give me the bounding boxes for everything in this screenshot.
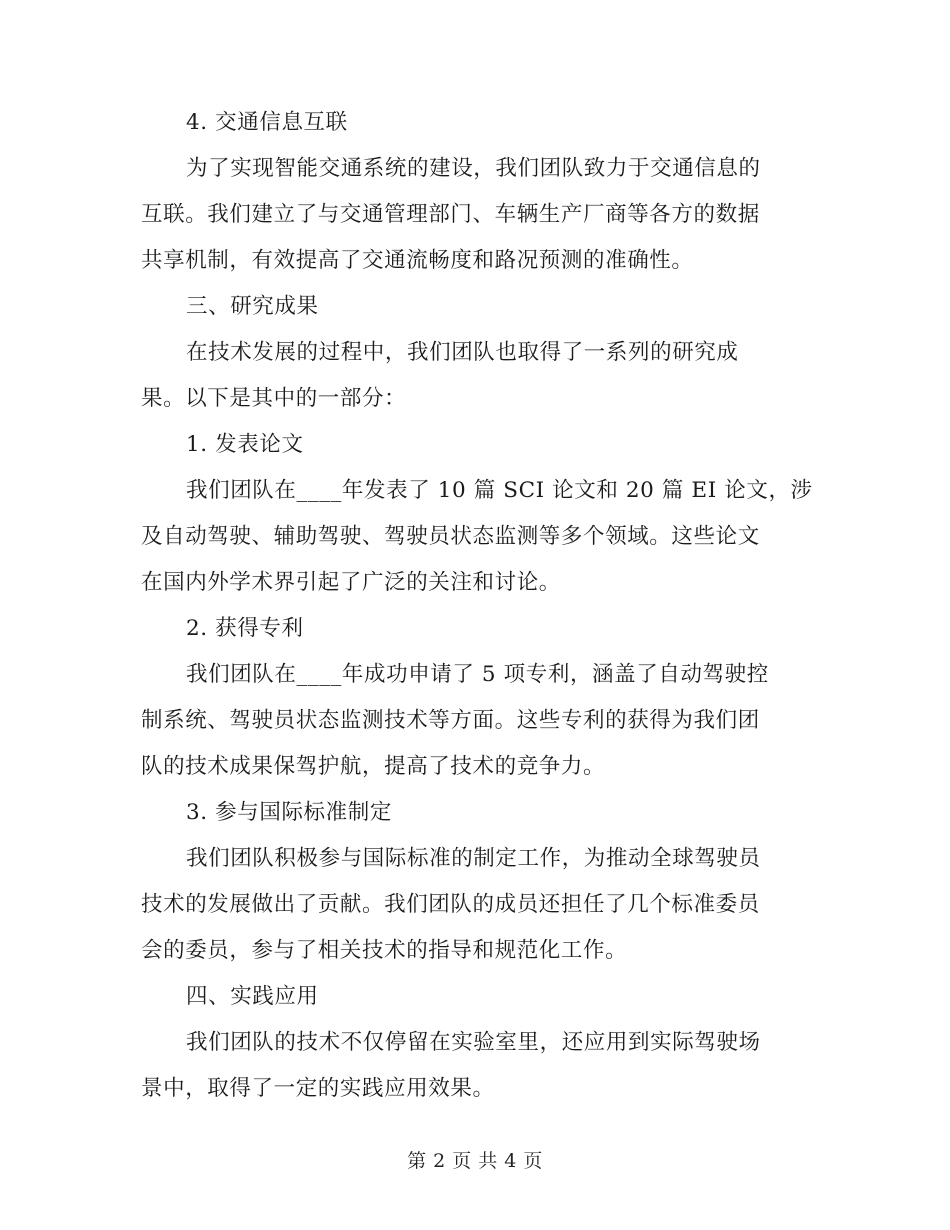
subheading-traffic-info: 4. 交通信息互联 bbox=[186, 110, 348, 135]
paragraph-line: 为了实现智能交通系统的建设，我们团队致力于交通信息的 bbox=[186, 156, 761, 181]
paragraph-line: 在技术发展的过程中，我们团队也取得了一系列的研究成 bbox=[186, 340, 739, 365]
paragraph-line: 我们团队的技术不仅停留在实验室里，还应用到实际驾驶场 bbox=[186, 1030, 761, 1055]
subheading-patents: 2. 获得专利 bbox=[186, 616, 304, 641]
paragraph-line: 我们团队在____年成功申请了 5 项专利，涵盖了自动驾驶控 bbox=[186, 662, 769, 687]
paragraph-line: 景中，取得了一定的实践应用效果。 bbox=[141, 1076, 495, 1101]
subheading-papers: 1. 发表论文 bbox=[186, 432, 304, 457]
paragraph-line: 技术的发展做出了贡献。我们团队的成员还担任了几个标准委员 bbox=[141, 892, 760, 917]
paragraph-line: 在国内外学术界引起了广泛的关注和讨论。 bbox=[141, 570, 561, 595]
paragraph-line: 我们团队积极参与国际标准的制定工作，为推动全球驾驶员 bbox=[186, 846, 761, 871]
subheading-standards: 3. 参与国际标准制定 bbox=[186, 800, 392, 825]
section-heading-practical-application: 四、实践应用 bbox=[186, 984, 319, 1009]
document-body bbox=[141, 100, 811, 1112]
paragraph-line: 互联。我们建立了与交通管理部门、车辆生产厂商等各方的数据 bbox=[141, 202, 760, 227]
paragraph-line: 果。以下是其中的一部分： bbox=[141, 386, 407, 411]
paragraph-line: 会的委员，参与了相关技术的指导和规范化工作。 bbox=[141, 938, 628, 963]
paragraph-line: 我们团队在____年发表了 10 篇 SCI 论文和 20 篇 EI 论文，涉 bbox=[186, 478, 813, 503]
section-heading-research-results: 三、研究成果 bbox=[186, 294, 319, 319]
paragraph-line: 队的技术成果保驾护航，提高了技术的竞争力。 bbox=[141, 754, 606, 779]
paragraph-line: 共享机制，有效提高了交通流畅度和路况预测的准确性。 bbox=[141, 248, 694, 273]
paragraph-line: 制系统、驾驶员状态监测技术等方面。这些专利的获得为我们团 bbox=[141, 708, 760, 733]
page-number-footer: 第 2 页 共 4 页 bbox=[407, 1150, 543, 1172]
paragraph-line: 及自动驾驶、辅助驾驶、驾驶员状态监测等多个领域。这些论文 bbox=[141, 524, 760, 549]
